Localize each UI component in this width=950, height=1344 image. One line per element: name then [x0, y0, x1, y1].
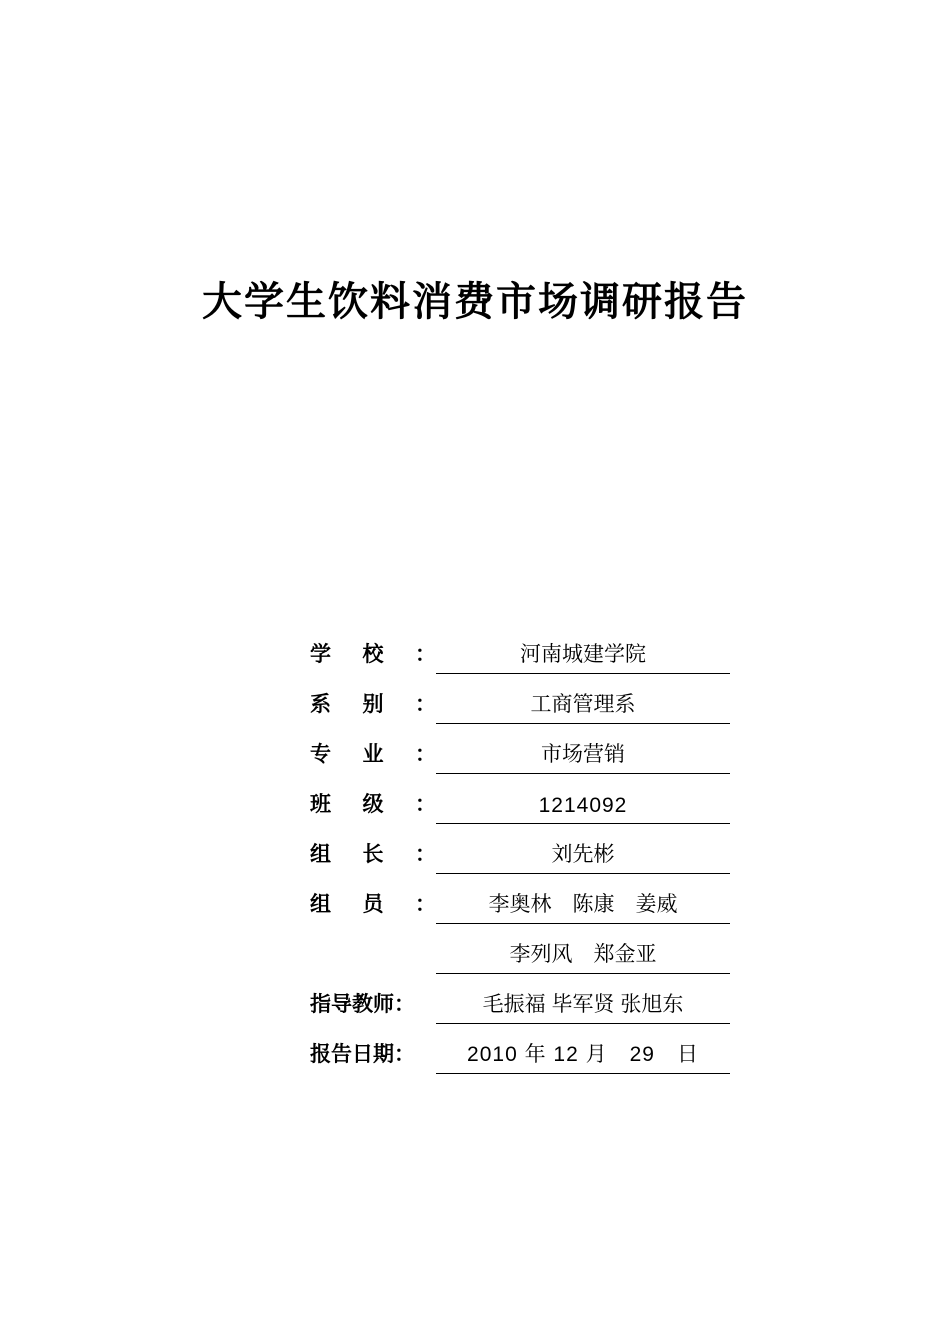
label-char: 组	[310, 893, 331, 916]
field-value-advisors: 毛振福 毕军贤 张旭东	[436, 988, 730, 1024]
field-value-group-members: 李奥林 陈康 姜威	[436, 888, 730, 924]
field-label-major	[310, 738, 436, 774]
metadata-row-class	[310, 774, 730, 824]
cover-metadata-list	[310, 624, 730, 1074]
metadata-row-major	[310, 724, 730, 774]
field-label-advisors: 指导教师：	[310, 993, 415, 1016]
field-value-class: 1214092	[436, 794, 730, 824]
label-char: 员	[362, 893, 384, 916]
field-value-school: 河南城建学院	[436, 638, 730, 674]
label-char: ：	[415, 843, 436, 866]
field-value-department: 工商管理系	[436, 688, 730, 724]
field-label-school	[310, 638, 436, 674]
label-char: 校	[362, 643, 384, 666]
page-title: 大学生饮料消费市场调研报告	[202, 280, 748, 324]
label-char: ：	[415, 643, 436, 666]
metadata-row-group-leader	[310, 824, 730, 874]
field-label-report-date: 报告日期：	[310, 1043, 415, 1066]
field-value-report-date: 2010 年 12 月 29 日	[436, 1038, 730, 1074]
field-label-class	[310, 788, 436, 824]
label-char: ：	[415, 743, 436, 766]
field-value-group-members-continued: 李列风 郑金亚	[436, 938, 730, 974]
field-label-department	[310, 688, 436, 724]
label-char: 级	[362, 793, 384, 816]
metadata-row-school	[310, 624, 730, 674]
metadata-row-department	[310, 674, 730, 724]
label-char: 长	[362, 843, 384, 866]
metadata-row-group-members	[310, 874, 730, 924]
label-char: 专	[310, 743, 331, 766]
field-label-blank	[310, 968, 436, 974]
field-label-group-leader	[310, 838, 436, 874]
metadata-row-report-date	[310, 1024, 730, 1074]
field-label-group-members	[310, 888, 436, 924]
label-char: 学	[310, 643, 331, 666]
metadata-row-advisors	[310, 974, 730, 1024]
label-char: 业	[362, 743, 384, 766]
label-char: ：	[415, 693, 436, 716]
label-char: 班	[310, 793, 331, 816]
metadata-row-group-members-continued	[310, 924, 730, 974]
field-value-group-leader: 刘先彬	[436, 838, 730, 874]
label-char: 组	[310, 843, 331, 866]
label-char: ：	[415, 793, 436, 816]
label-char: 别	[362, 693, 384, 716]
label-char: 系	[310, 693, 331, 716]
field-value-major: 市场营销	[436, 738, 730, 774]
label-char: ：	[415, 893, 436, 916]
